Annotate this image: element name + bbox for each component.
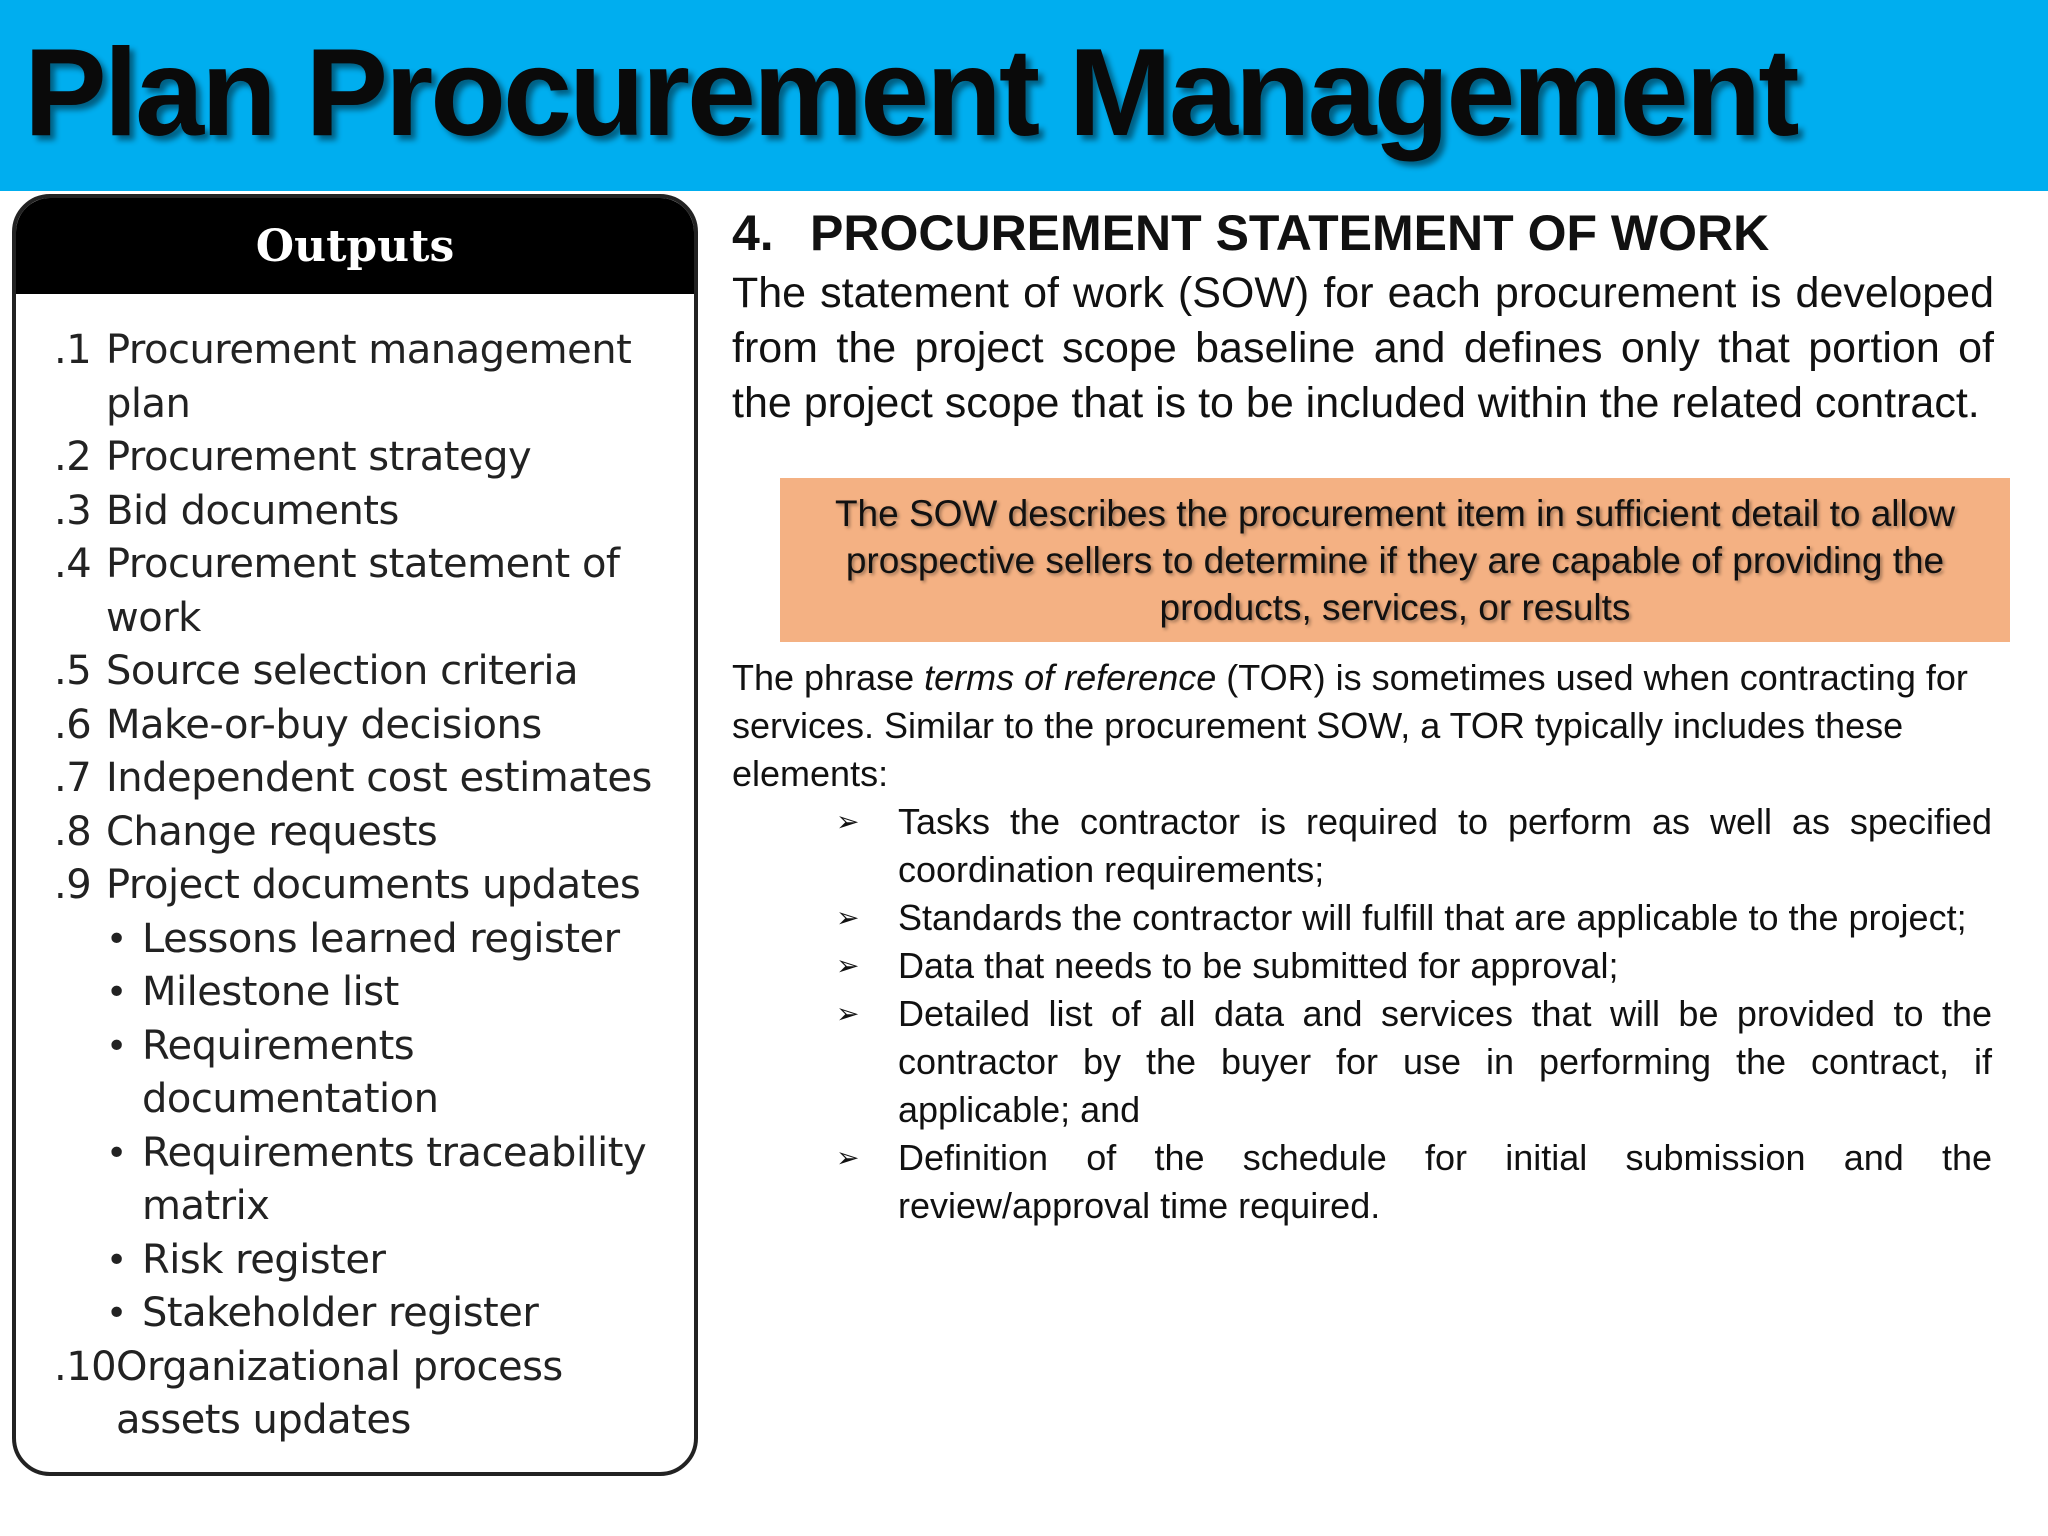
list-item: ➢ Detailed list of all data and services that will be provided to the contractor by the buyer for use in performing the contract, if applicable; and (836, 990, 1992, 1134)
bullet-icon: • (106, 1293, 127, 1334)
output-item: .5 Source selection criteria (54, 648, 579, 694)
output-subitem: • Requirements documentation (106, 1020, 684, 1127)
section-number: 4. (732, 205, 774, 261)
bullet-icon: • (106, 918, 127, 960)
sow-intro-paragraph: The statement of work (SOW) for each procurement is developed from the project scope baseline and defines only that portion of the project scope that is to be included within the related contract. (732, 269, 1994, 427)
bullet-icon: • (106, 1239, 127, 1281)
outputs-list (54, 324, 684, 1448)
output-item: .9 Project documents updates (54, 862, 641, 908)
tor-paragraph: The phrase terms of reference (TOR) is sometimes used when contracting for services. Similar to the procurement SOW, a TOR typically includes these elements: (732, 657, 1968, 794)
output-item: .6 Make-or-buy decisions (54, 701, 542, 748)
arrow-bullet-icon: ➢ (836, 998, 860, 1029)
section-title-text: PROCUREMENT STATEMENT OF WORK (810, 205, 1770, 261)
slide-title: Plan Procurement Management (24, 24, 1797, 162)
output-subitem: • Requirements traceability matrix (106, 1127, 684, 1234)
list-item: ➢ Standards the contractor will fulfill that are applicable to the project; (836, 894, 1992, 942)
output-item: .3 Bid documents (54, 487, 399, 534)
outputs-heading: Outputs (16, 198, 694, 294)
arrow-bullet-icon: ➢ (836, 806, 860, 837)
sow-highlight-callout: The SOW describes the procurement item in sufficient detail to allow prospective sellers to determine if they are capable of providing the products, services, or results (780, 478, 2010, 642)
output-item: .2 Procurement strategy (54, 434, 532, 480)
output-item: .7 Independent cost estimates (54, 755, 652, 801)
list-item: ➢ Tasks the contractor is required to perform as well as specified coordination requirements; (836, 798, 1992, 894)
outputs-panel (12, 194, 698, 1476)
sow-section (732, 200, 1992, 431)
bullet-icon: • (106, 1132, 127, 1174)
bullet-icon: • (106, 1025, 127, 1067)
title-banner (0, 0, 2048, 191)
tor-elements-list (836, 798, 1992, 1230)
output-subitem: • Lessons learned register (106, 913, 684, 967)
output-subitem: • Risk register (106, 1234, 684, 1288)
arrow-bullet-icon: ➢ (836, 902, 860, 933)
output-item: .8 Change requests (54, 808, 438, 855)
output-item: .10 Organizational process assets updates (54, 1343, 563, 1443)
list-item: ➢ Definition of the schedule for initial submission and the review/approval time required. (836, 1134, 1992, 1230)
output-subitem: • Milestone list (106, 966, 684, 1020)
section-title (732, 200, 1992, 266)
bullet-icon: • (106, 972, 127, 1013)
output-item: .4 Procurement statement of work (54, 541, 620, 641)
arrow-bullet-icon: ➢ (836, 950, 860, 981)
tor-term: terms of reference (924, 657, 1217, 698)
list-item: ➢ Data that needs to be submitted for approval; (836, 942, 1992, 990)
output-subitem: • Stakeholder register (106, 1287, 684, 1341)
output-item: .1 Procurement management plan (54, 327, 632, 427)
arrow-bullet-icon: ➢ (836, 1142, 860, 1173)
